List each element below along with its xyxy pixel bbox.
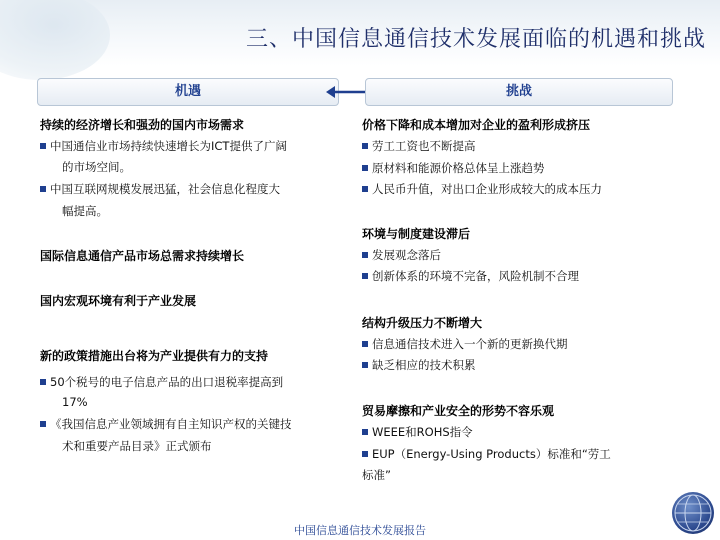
- left-item-1: 中国通信业市场持续快速增长为ICT提供了广阔: [40, 138, 287, 154]
- left-item-2-cont: 幅提高。: [62, 204, 108, 218]
- right-heading-4: 贸易摩擦和产业安全的形势不容乐观: [362, 404, 555, 418]
- left-item-3-cont: 17%: [62, 395, 88, 409]
- bullet-icon: [40, 143, 46, 149]
- bullet-icon: [40, 379, 46, 385]
- right-item-5: 创新体系的环境不完备，风险机制不合理: [362, 268, 579, 284]
- footer-text: 中国信息通信技术发展报告: [294, 524, 426, 537]
- left-heading-4: 新的政策措施出台将为产业提供有力的支持: [40, 349, 269, 363]
- right-heading-2: 环境与制度建设滞后: [362, 227, 471, 241]
- right-item-9-cont: 标准”: [362, 468, 391, 482]
- right-item-4: 发展观念落后: [362, 247, 441, 263]
- bullet-icon: [362, 186, 368, 192]
- left-item-4: 《我国信息产业领域拥有自主知识产权的关键技: [40, 416, 292, 432]
- bullet-icon: [362, 252, 368, 258]
- right-item-8: WEEE和ROHS指令: [362, 424, 473, 440]
- bullet-icon: [362, 341, 368, 347]
- right-item-2: 原材料和能源价格总体呈上涨趋势: [362, 160, 545, 176]
- title-bar: [0, 0, 720, 66]
- globe-logo-icon: [672, 492, 714, 534]
- left-item-3: 50个税号的电子信息产品的出口退税率提高到: [40, 374, 283, 390]
- bullet-icon: [362, 362, 368, 368]
- left-heading-1: 持续的经济增长和强劲的国内市场需求: [40, 118, 245, 132]
- left-heading-2: 国际信息通信产品市场总需求持续增长: [40, 249, 245, 263]
- right-heading-1: 价格下降和成本增加对企业的盈利形成挤压: [362, 118, 591, 132]
- right-heading-3: 结构升级压力不断增大: [362, 316, 483, 330]
- left-item-1-cont: 的市场空间。: [62, 160, 131, 174]
- right-item-3: 人民币升值，对出口企业形成较大的成本压力: [362, 181, 602, 197]
- challenges-header: 挑战: [365, 78, 673, 106]
- slide-title: 三、中国信息通信技术发展面临的机遇和挑战: [245, 27, 706, 52]
- globe-decoration: [0, 0, 110, 80]
- bullet-icon: [362, 143, 368, 149]
- left-item-2: 中国互联网规模发展迅猛，社会信息化程度大: [40, 181, 280, 197]
- bullet-icon: [362, 165, 368, 171]
- right-item-6: 信息通信技术进入一个新的更新换代期: [362, 336, 568, 352]
- right-item-9: EUP（Energy-Using Products）标准和“劳工: [362, 446, 611, 462]
- bullet-icon: [362, 273, 368, 279]
- bullet-icon: [40, 421, 46, 427]
- left-item-4-cont: 术和重要产品目录》正式颁布: [62, 439, 212, 453]
- left-heading-3: 国内宏观环境有利于产业发展: [40, 294, 197, 308]
- right-item-1: 劳工工资也不断提高: [362, 138, 476, 154]
- right-item-7: 缺乏相应的技术积累: [362, 357, 476, 373]
- bullet-icon: [40, 186, 46, 192]
- bullet-icon: [362, 451, 368, 457]
- opportunities-header: 机遇: [37, 78, 339, 106]
- bullet-icon: [362, 429, 368, 435]
